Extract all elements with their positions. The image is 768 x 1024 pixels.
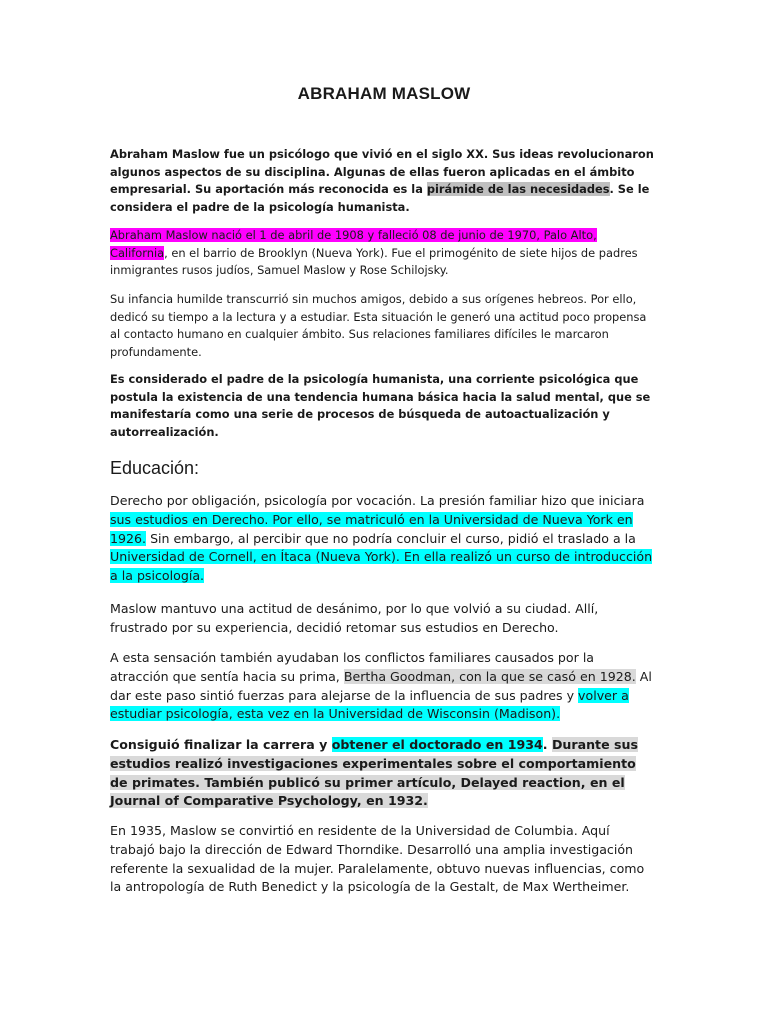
- highlight-nyu: sus estudios en Derecho. Por ello, se matriculó en la Universidad de Nueva York en 1926.: [110, 511, 633, 546]
- paragraph-doctorate: Consiguió finalizar la carrera y obtener el doctorado en 1934. Durante sus estudios realizó investigaciones experimentales sobre el comportamiento de primates. También publicó su primer artículo, Delayed reaction, en el Journal of Comparative Psychology, en 1932.: [110, 737, 638, 809]
- highlight-wisconsin: volver a estudiar psicología, esta vez en la Universidad de Wisconsin (Madison).: [110, 687, 629, 722]
- paragraph-discouragement: Maslow mantuvo una actitud de desánimo, por lo que volvió a su ciudad. Allí, frustrado por su experiencia, decidió retomar sus estudios en Derecho.: [110, 601, 599, 635]
- highlight-research: Durante sus estudios realizó investigaciones experimentales sobre el comportamiento de primates. También publicó su primer artículo, Delayed reaction, en el Journal of Comparative Psychology, en 1932.: [110, 737, 638, 809]
- paragraph-intro: Abraham Maslow fue un psicólogo que vivió en el siglo XX. Sus ideas revolucionaron algunos aspectos de su disciplina. Algunas de ellas fueron aplicadas en el ámbito empresarial. Su aportación más reconocida es la pirámide de las necesidades. Se le considera el padre de la psicología humanista.: [110, 147, 654, 214]
- paragraph-columbia: En 1935, Maslow se convirtió en residente de la Universidad de Columbia. Aquí trabajó bajo la dirección de Edward Thorndike. Desarrolló una amplia investigación referente la sexualidad de la mujer. Paralelamente, obtuvo nuevas influencias, como la antropología de Ruth Benedict y la psicología de la Gestalt, de Max Wertheimer.: [110, 823, 645, 895]
- section-heading-educacion: Educación:: [110, 458, 200, 478]
- paragraph-childhood: Su infancia humilde transcurrió sin muchos amigos, debido a sus orígenes hebreos. Por ello, dedicó su tiempo a la lectura y a estudiar. Esta situación le generó una actitud poco propensa al contacto humano en cualquier ámbito. Sus relaciones familiares difíciles le marcaron profundamente.: [110, 292, 647, 359]
- paragraph-family: A esta sensación también ayudaban los conflictos familiares causados por la atracción que sentía hacia su prima, Bertha Goodman, con la que se casó en 1928. Al dar este paso sintió fuerzas para alejarse de la influencia de sus padres y volver a estudiar psicología, esta vez en la Universidad de Wisconsin (Madison).: [110, 650, 652, 722]
- paragraph-birth: Abraham Maslow nació el 1 de abril de 1908 y falleció 08 de junio de 1970, Palo Alto, California, en el barrio de Brooklyn (Nueva York). Fue el primogénito de siete hijos de padres inmigrantes rusos judíos, Samuel Maslow y Rose Schilojsky.: [110, 228, 638, 277]
- highlight-bertha: Bertha Goodman, con la que se casó en 1928.: [343, 668, 636, 684]
- highlight-doctorado: obtener el doctorado en 1934: [331, 737, 543, 752]
- highlight-birth-dates: Abraham Maslow nació el 1 de abril de 1908 y falleció 08 de junio de 1970, Palo Alto, California: [110, 228, 597, 260]
- paragraph-education: Derecho por obligación, psicología por vocación. La presión familiar hizo que iniciara sus estudios en Derecho. Por ello, se matriculó en la Universidad de Nueva York en 1926. Sin embargo, al percibir que no podría concluir el curso, pidió el traslado a la Universidad de Cornell, en Ítaca (Nueva York). En ella realizó un curso de introducción a la psicología.: [110, 493, 653, 584]
- paragraph-humanist: Es considerado el padre de la psicología humanista, una corriente psicológica que postula la existencia de una tendencia humana básica hacia la salud mental, que se manifestaría como una serie de procesos de búsqueda de autoactualización y autorrealización.: [110, 372, 651, 439]
- highlight-cornell: Universidad de Cornell, en Ítaca (Nueva York). En ella realizó un curso de introducción a la psicología.: [110, 549, 653, 584]
- highlight-piramide: pirámide de las necesidades: [426, 182, 610, 196]
- document-title: ABRAHAM MASLOW: [297, 84, 471, 103]
